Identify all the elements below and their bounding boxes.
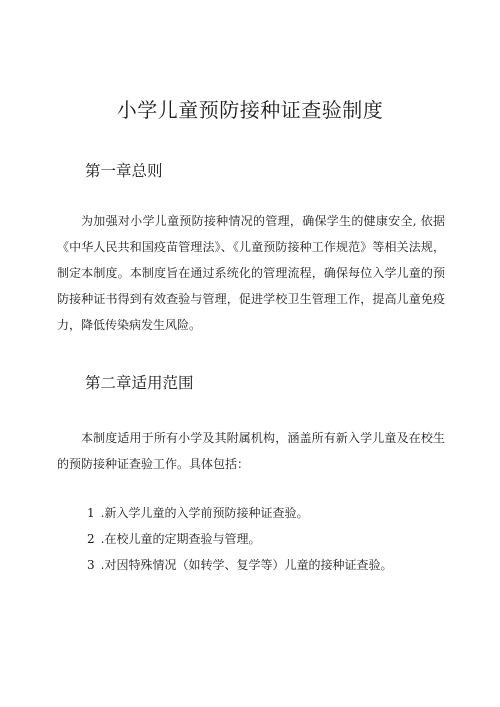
chapter-2-paragraph: 本制度适用于所有小学及其附属机构，涵盖所有新入学儿童及在校生的预防接种证查验工作。具体包括： <box>57 431 445 471</box>
list-item-number: 1 <box>87 506 95 520</box>
chapter-2-heading: 第二章适用范围 <box>85 374 194 392</box>
list-item-text: .在校儿童的定期查验与管理。 <box>100 532 261 546</box>
list-item-number: 3 <box>87 558 95 572</box>
list-item <box>87 552 392 578</box>
scope-list <box>87 500 392 578</box>
list-item <box>87 526 392 552</box>
list-item-number: 2 <box>87 532 95 546</box>
document-title: 小学儿童预防接种证查验制度 <box>116 98 384 122</box>
list-item-text: .对因特殊情况（如转学、复学等）儿童的接种证查验。 <box>100 558 393 572</box>
list-item <box>87 500 392 526</box>
chapter-1-heading: 第一章总则 <box>85 162 163 180</box>
chapter-1-paragraph: 为加强对小学儿童预防接种情况的管理，确保学生的健康安全, 依据《中华人民共和国疫苗管理法》、《儿童预防接种工作规范》等相关法规，制定本制度。本制度旨在通过系统化的管理流程，确保每位入学儿童的预防接种证书得到有效查验与管理，促进学校卫生管理工作，提高儿童免疫力，降低传染病发生风险。 <box>57 214 445 332</box>
list-item-text: .新入学儿童的入学前预防接种证查验。 <box>100 506 309 520</box>
